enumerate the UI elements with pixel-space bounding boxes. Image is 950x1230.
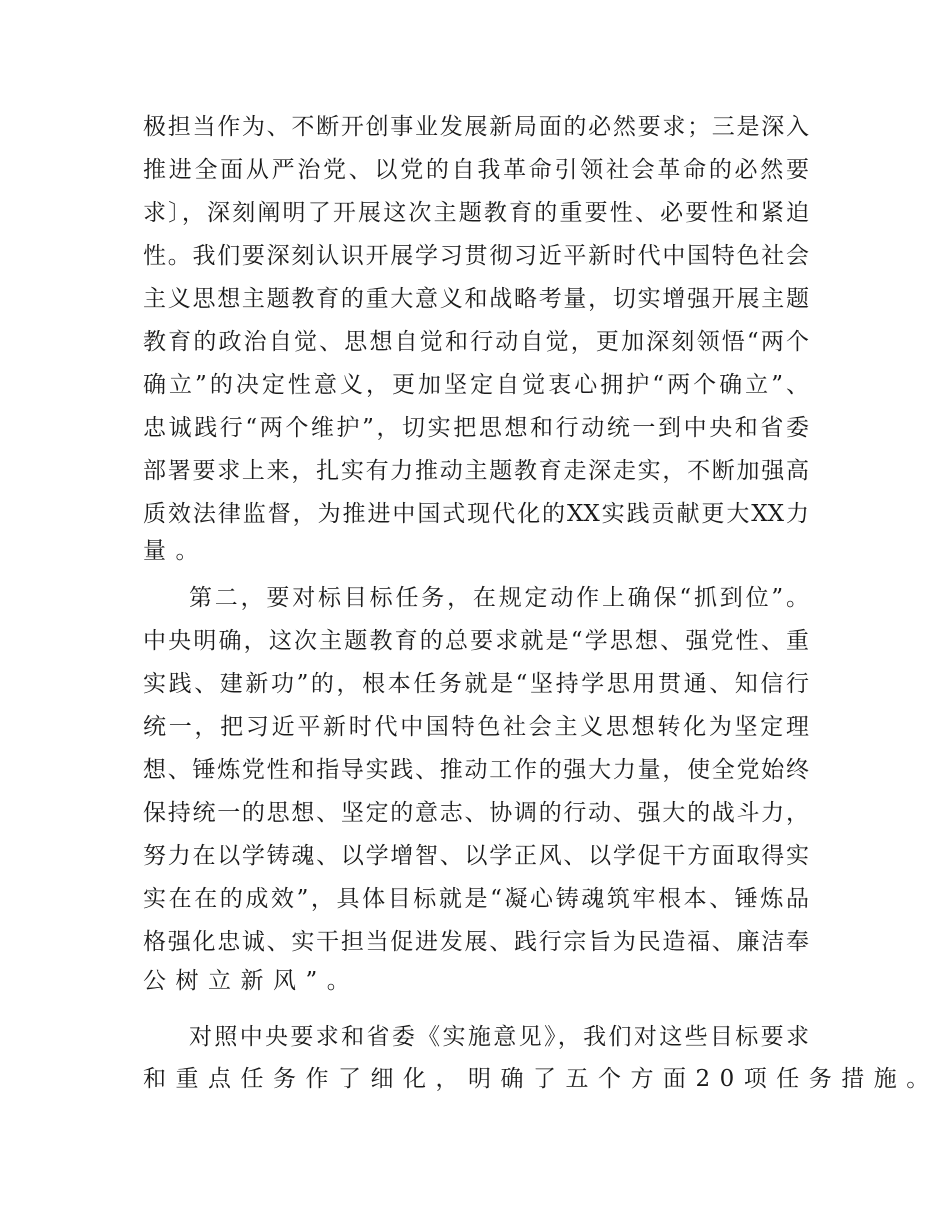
text-line: 主义思想主题教育的重大意义和战略考量，切实增强开展主题	[143, 286, 809, 312]
text-line: 第二，要对标目标任务，在规定动作上确保“抓到位”。	[189, 585, 809, 611]
text-line: 部署要求上来，扎实有力推动主题教育走深走实，不断加强高	[143, 458, 809, 484]
text-line: 教育的政治自觉、思想自觉和行动自觉，更加深刻领悟“两个	[143, 329, 809, 355]
text-line: 统一，把习近平新时代中国特色社会主义思想转化为坚定理	[143, 714, 809, 740]
text-line: 实在在的成效”，具体目标就是“凝心铸魂筑牢根本、锤炼品	[143, 886, 809, 912]
text-line: 想、锤炼党性和指导实践、推动工作的强大力量，使全党始终	[143, 757, 809, 783]
text-line: 公树立新风”。	[143, 968, 360, 994]
text-line: 求〕，深刻阐明了开展这次主题教育的重要性、必要性和紧迫	[143, 200, 809, 226]
text-line: 格强化忠诚、实干担当促进发展、践行宗旨为民造福、廉洁奉	[143, 929, 809, 955]
text-line: 量。	[143, 538, 208, 564]
text-line: 努力在以学铸魂、以学增智、以学正风、以学促干方面取得实	[143, 843, 809, 869]
text-line: 中央明确，这次主题教育的总要求就是“学思想、强党性、重	[143, 628, 809, 654]
text-line: 质效法律监督，为推进中国式现代化的XX实践贡献更大XX力	[143, 501, 809, 527]
text-line: 确立”的决定性意义，更加坚定自觉衷心拥护“两个确立”、	[143, 372, 809, 398]
text-line: 极担当作为、不断开创事业发展新局面的必然要求；三是深入	[143, 114, 809, 140]
text-line: 性。我们要深刻认识开展学习贯彻习近平新时代中国特色社会	[143, 243, 809, 269]
text-line: 和重点任务作了细化，明确了五个方面20项任务措施。	[143, 1066, 939, 1092]
text-line: 推进全面从严治党、以党的自我革命引领社会革命的必然要	[143, 157, 809, 183]
text-line: 实践、建新功”的，根本任务就是“坚持学思用贯通、知信行	[143, 671, 809, 697]
text-line: 保持统一的思想、坚定的意志、协调的行动、强大的战斗力，	[143, 800, 809, 826]
text-line: 忠诚践行“两个维护”，切实把思想和行动统一到中央和省委	[143, 415, 809, 441]
text-line: 对照中央要求和省委《实施意见》，我们对这些目标要求	[189, 1024, 809, 1050]
